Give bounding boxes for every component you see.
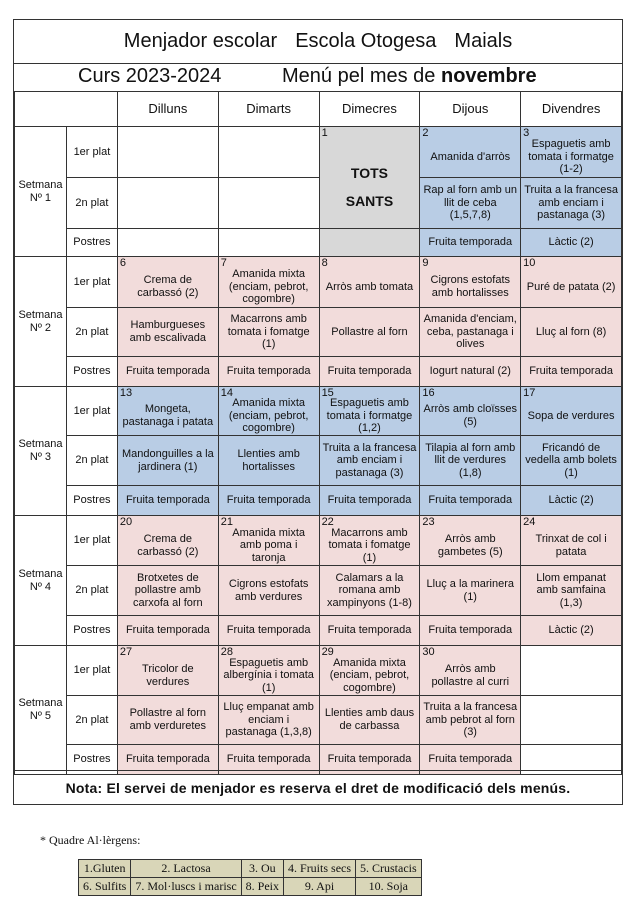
dish: Iogurt natural (2) xyxy=(429,365,511,378)
course-label: 1er plat xyxy=(66,516,117,566)
week-word: Setmana xyxy=(18,178,63,191)
dish: Mandonguilles a la jardinera (1) xyxy=(121,447,214,473)
allergen: 4. Fruits secs xyxy=(284,860,356,878)
allergen: 8. Peix xyxy=(241,878,283,896)
course-label: Postres xyxy=(66,357,117,387)
allergen: 6. Sulfits xyxy=(79,878,131,896)
menu-cell-second xyxy=(521,696,622,745)
allergen: 2. Lactosa xyxy=(131,860,241,878)
dish: Làctic (2) xyxy=(548,624,594,637)
course-label: 2n plat xyxy=(66,566,117,616)
day-number: 21 xyxy=(220,516,234,528)
dish: Sopa de verdures xyxy=(527,409,615,422)
note: Nota: El servei de menjador es reserva el dret de modificació dels menús. xyxy=(14,770,622,804)
day-number: 22 xyxy=(321,516,334,528)
menu-cell-second xyxy=(521,178,622,229)
menu-cell-dessert xyxy=(117,229,218,257)
course-label: Postres xyxy=(66,486,117,516)
day-number: 24 xyxy=(523,516,536,528)
dish: Llenties amb hortalisses xyxy=(237,447,300,473)
dish: Amanida d'enciam, ceba, pastanaga i olives xyxy=(423,313,517,351)
allergen: 10. Soja xyxy=(356,878,422,896)
menu-cell-dessert xyxy=(420,357,521,387)
dish: Fruita temporada xyxy=(125,624,210,637)
menu-cell-dessert xyxy=(117,486,218,516)
menu-cell-dessert xyxy=(521,357,622,387)
dish: Fruita temporada xyxy=(529,365,613,378)
dish: Fruita temporada xyxy=(327,494,412,507)
menu-cell-first xyxy=(521,127,622,178)
week-label xyxy=(15,257,67,387)
holiday-line: SANTS xyxy=(345,193,394,209)
menu-cell-second xyxy=(521,436,622,486)
day-number: 30 xyxy=(422,646,435,658)
menu-cell-first xyxy=(218,516,319,566)
week-number: Nº 5 xyxy=(29,710,52,722)
menu-cell-first xyxy=(420,387,521,436)
dish: Fruita temporada xyxy=(226,753,311,766)
day-number: 15 xyxy=(321,387,334,399)
course-label: 2n plat xyxy=(66,308,117,357)
menu-cell-second xyxy=(319,696,420,745)
week-word: Setmana xyxy=(18,308,63,321)
day-header: Dijous xyxy=(420,92,521,127)
dish: Fruita temporada xyxy=(327,624,412,637)
dish: Pollastre al forn xyxy=(331,325,408,338)
menu-cell-first xyxy=(218,127,319,178)
menu-frame xyxy=(13,19,623,805)
week-3-row xyxy=(15,486,622,516)
week-4-row xyxy=(15,616,622,646)
dish: Làctic (2) xyxy=(548,236,594,249)
menu-cell-first xyxy=(521,516,622,566)
menu-cell-dessert xyxy=(218,486,319,516)
menu-cell-first xyxy=(521,387,622,436)
day-number: 28 xyxy=(220,646,234,658)
dish: Lluç al forn (8) xyxy=(535,325,607,338)
dish: Rap al forn amb un llit de ceba (1,5,7,8) xyxy=(423,184,518,222)
day-number: 10 xyxy=(523,257,536,269)
menu-cell-dessert xyxy=(420,616,521,646)
menu-cell-second xyxy=(117,308,218,357)
menu-cell-second xyxy=(117,178,218,229)
school-title xyxy=(14,20,622,64)
day-number: 20 xyxy=(119,516,133,528)
week-2-row xyxy=(15,308,622,357)
day-header: Dimecres xyxy=(319,92,420,127)
menu-cell-second xyxy=(319,308,420,357)
week-word: Setmana xyxy=(18,438,63,451)
dish: Fruita temporada xyxy=(125,753,210,766)
week-1-row xyxy=(15,229,622,257)
holiday-cell xyxy=(319,127,420,229)
day-header: Divendres xyxy=(521,92,622,127)
dish: Truita a la francesa amb pebrot al forn (3) xyxy=(423,701,518,739)
allergen: 1.Gluten xyxy=(79,860,131,878)
title-school: Escola Otogesa xyxy=(295,30,437,52)
dish: Amanida d'arròs xyxy=(430,150,511,163)
menu-cell-first xyxy=(218,257,319,308)
day-number: 27 xyxy=(119,646,133,658)
dish: Espaguetis amb albergínia i tomata (1) xyxy=(223,656,314,694)
dish: Amanida mixta (enciam, pebrot, cogombre) xyxy=(329,656,410,694)
menu-cell-dessert xyxy=(218,357,319,387)
day-number: 7 xyxy=(220,257,227,269)
menu-cell-dessert xyxy=(319,486,420,516)
menu-cell-second xyxy=(521,566,622,616)
menu-cell-second xyxy=(117,436,218,486)
week-2-row xyxy=(15,357,622,387)
course-label: Postres xyxy=(66,616,117,646)
menu-cell-dessert xyxy=(117,616,218,646)
week-number: Nº 4 xyxy=(29,580,52,593)
day-number: 16 xyxy=(422,387,435,399)
dish: Crema de carbassó (2) xyxy=(137,532,199,558)
menu-cell-dessert xyxy=(521,229,622,257)
menu-cell-second xyxy=(218,566,319,616)
holiday-dessert-cell xyxy=(319,229,420,257)
week-word: Setmana xyxy=(18,567,63,580)
dish: Llenties amb daus de carbassa xyxy=(324,707,415,732)
menu-cell-dessert xyxy=(319,616,420,646)
menu-cell-second xyxy=(117,566,218,616)
dish: Macarrons amb tomata i fomatge (1) xyxy=(328,526,411,564)
menu-cell-first xyxy=(117,516,218,566)
day-number: 3 xyxy=(523,127,530,139)
week-5-row xyxy=(15,646,622,696)
dish: Fruita temporada xyxy=(226,365,311,378)
week-3-row xyxy=(15,387,622,436)
week-3-row xyxy=(15,436,622,486)
dish: Fruita temporada xyxy=(428,236,513,249)
dish: Llom empanat amb samfaina (1,3) xyxy=(536,571,606,609)
dish: Crema de carbassó (2) xyxy=(137,274,199,299)
dish: Tricolor de verdures xyxy=(142,662,194,688)
allergen: 7. Mol·luscs i marisc xyxy=(131,878,241,896)
menu-cell-first xyxy=(319,257,420,308)
day-header-row xyxy=(15,92,622,127)
week-label xyxy=(15,127,67,257)
week-number: Nº 2 xyxy=(29,321,52,334)
menu-cell-second xyxy=(521,308,622,357)
course-title xyxy=(14,63,622,92)
dish: Tilapia al forn amb llit de verdures (1,8) xyxy=(425,441,516,479)
menu-cell-first xyxy=(521,257,622,308)
menu-cell-dessert xyxy=(117,357,218,387)
dish: Brotxetes de pollastre amb carxofa al forn xyxy=(132,571,203,609)
dish: Trinxat de col i patata xyxy=(535,532,607,558)
course-label: 1er plat xyxy=(66,127,117,178)
title-menjador: Menjador escolar xyxy=(123,30,278,52)
dish: Truita a la francesa amb enciam i pastanaga (3) xyxy=(322,441,417,479)
menu-cell-first xyxy=(319,646,420,696)
menu-table xyxy=(14,91,622,775)
day-number: 17 xyxy=(523,387,536,399)
dish: Arròs amb gambetes (5) xyxy=(437,532,503,558)
menu-cell-second xyxy=(218,436,319,486)
dish: Arròs amb tomata xyxy=(325,280,414,293)
dish: Arròs amb pollastre al curri xyxy=(431,662,510,688)
course-label: 1er plat xyxy=(66,387,117,436)
menu-cell-second xyxy=(420,178,521,229)
week-1-row xyxy=(15,127,622,178)
title-town: Maials xyxy=(454,30,513,52)
allergens-row xyxy=(79,860,422,878)
allergens-table xyxy=(78,859,422,896)
week-4-row xyxy=(15,566,622,616)
menu-cell-first xyxy=(117,387,218,436)
dish: Mongeta, pastanaga i patata xyxy=(122,403,214,428)
menu-cell-first xyxy=(319,516,420,566)
day-number: 29 xyxy=(321,646,334,658)
menu-cell-first xyxy=(521,646,622,696)
menu-cell-first xyxy=(117,646,218,696)
menu-cell-second xyxy=(420,696,521,745)
allergen: 9. Api xyxy=(284,878,356,896)
week-word: Setmana xyxy=(18,697,63,710)
menu-cell-dessert xyxy=(218,616,319,646)
dish: Cigrons estofats amb hortalisses xyxy=(430,274,510,299)
menu-prefix: Menú pel mes de xyxy=(282,65,436,87)
menu-cell-dessert xyxy=(319,357,420,387)
allergens-title: * Quadre Al·lèrgens: xyxy=(40,833,141,847)
dish: Amanida mixta (enciam, pebrot, cogombre) xyxy=(228,268,309,306)
menu-cell-second xyxy=(319,566,420,616)
menu-cell-second xyxy=(117,696,218,745)
corner-cell xyxy=(15,92,118,127)
day-header: Dimarts xyxy=(218,92,319,127)
course-label: Postres xyxy=(66,229,117,257)
menu-cell-first xyxy=(117,127,218,178)
menu-cell-first xyxy=(420,516,521,566)
dish: Puré de patata (2) xyxy=(526,280,616,293)
dish: Amanida mixta (enciam, pebrot, cogombre) xyxy=(228,397,309,435)
dish: Fruita temporada xyxy=(327,365,412,378)
menu-cell-second xyxy=(420,308,521,357)
dish: Fruita temporada xyxy=(125,494,210,507)
holiday-line: TOTS xyxy=(350,165,388,181)
dish: Fruita temporada xyxy=(327,753,412,766)
course-label: Postres xyxy=(66,745,117,775)
dish: Làctic (2) xyxy=(548,494,594,507)
menu-cell-second xyxy=(218,308,319,357)
week-label xyxy=(15,387,67,516)
menu-cell-dessert xyxy=(521,616,622,646)
week-number: Nº 3 xyxy=(29,451,52,463)
dish: Fruita temporada xyxy=(125,365,210,378)
day-number: 9 xyxy=(422,257,429,269)
dish: Fruita temporada xyxy=(428,494,513,507)
holiday-name xyxy=(320,127,420,215)
menu-month-title xyxy=(282,65,537,88)
dish: Calamars a la romana amb xampinyons (1-8) xyxy=(326,571,412,609)
menu-cell-first xyxy=(218,387,319,436)
menu-cell-dessert xyxy=(420,486,521,516)
menu-cell-first xyxy=(420,646,521,696)
week-label xyxy=(15,646,67,775)
dish: Fruita temporada xyxy=(428,753,513,766)
dish: Amanida mixta amb poma i taronja xyxy=(232,526,306,564)
menu-cell-dessert xyxy=(521,486,622,516)
dish: Lluç a la marinera (1) xyxy=(426,577,514,603)
menu-cell-second xyxy=(420,436,521,486)
dish: Cigrons estofats amb verdures xyxy=(228,577,309,603)
dish: Fruita temporada xyxy=(428,624,513,637)
menu-cell-second xyxy=(218,696,319,745)
dish: Espaguetis amb tomata i formatge (1,2) xyxy=(326,397,413,435)
day-number: 1 xyxy=(321,127,328,139)
week-2-row xyxy=(15,257,622,308)
menu-cell-second xyxy=(319,436,420,486)
dish: Truita a la francesa amb enciam i pastanaga (3) xyxy=(524,184,618,222)
menu-cell-dessert xyxy=(420,229,521,257)
day-number: 14 xyxy=(220,387,234,399)
dish: Fruita temporada xyxy=(226,494,311,507)
dish: Pollastre al forn amb verduretes xyxy=(129,707,207,732)
day-header: Dilluns xyxy=(117,92,218,127)
month-name: novembre xyxy=(440,65,537,87)
menu-cell-first xyxy=(420,257,521,308)
week-1-row xyxy=(15,178,622,229)
week-number: Nº 1 xyxy=(29,191,52,204)
week-label xyxy=(15,516,67,646)
menu-cell-dessert xyxy=(218,229,319,257)
menu-cell-first xyxy=(319,387,420,436)
allergen: 5. Crustacis xyxy=(356,860,422,878)
course-label: 1er plat xyxy=(66,257,117,308)
menu-cell-first xyxy=(420,127,521,178)
dish: Arròs amb cloïsses (5) xyxy=(423,403,518,428)
day-number: 8 xyxy=(321,257,328,269)
dish: Fricandó de vedella amb bolets (1) xyxy=(525,441,617,479)
day-number: 23 xyxy=(422,516,435,528)
dish: Hamburgueses amb escalivada xyxy=(129,319,207,344)
menu-cell-second xyxy=(420,566,521,616)
allergens-row xyxy=(79,878,422,896)
menu-cell-first xyxy=(117,257,218,308)
week-5-row xyxy=(15,696,622,745)
course-label: 2n plat xyxy=(66,436,117,486)
school-year: Curs 2023-2024 xyxy=(78,65,222,87)
dish: Fruita temporada xyxy=(226,624,311,637)
course-label: 1er plat xyxy=(66,646,117,696)
course-label: 2n plat xyxy=(66,696,117,745)
allergen: 3. Ou xyxy=(241,860,283,878)
menu-cell-second xyxy=(218,178,319,229)
day-number: 2 xyxy=(422,127,429,139)
course-label: 2n plat xyxy=(66,178,117,229)
week-4-row xyxy=(15,516,622,566)
dish: Lluç empanat amb enciam i pastanaga (1,3,8) xyxy=(223,701,314,739)
day-number: 6 xyxy=(119,257,126,269)
dish: Espaguetis amb tomata i formatge (1-2) xyxy=(528,138,614,176)
day-number: 13 xyxy=(119,387,133,399)
menu-cell-first xyxy=(218,646,319,696)
dish: Macarrons amb tomata i fomatge (1) xyxy=(227,313,310,351)
